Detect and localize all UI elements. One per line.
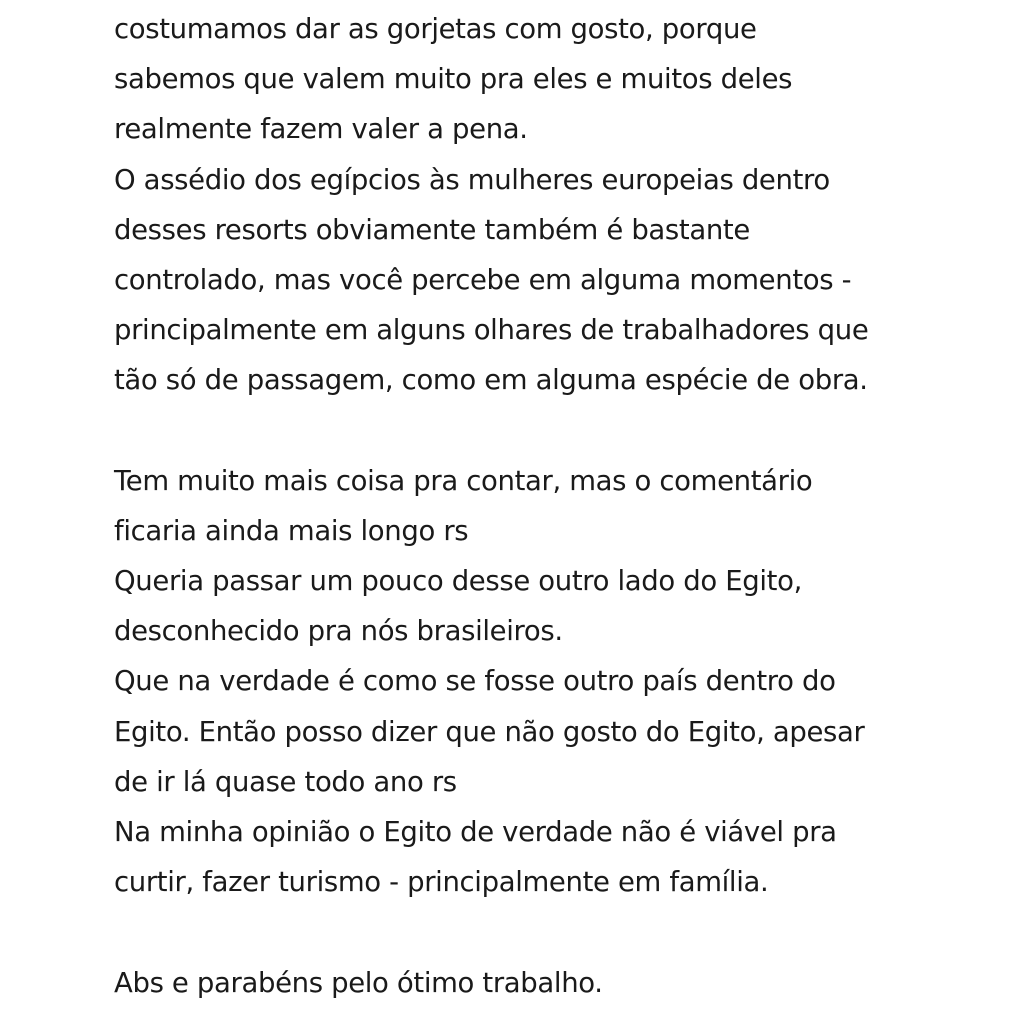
- comment-line: Egito. Então posso dizer que não gosto do Egito, apesar: [114, 715, 865, 748]
- comment-line: sabemos que valem muito pra eles e muitos deles: [114, 63, 793, 96]
- comment-line: Tem muito mais coisa pra contar, mas o comentário: [114, 464, 813, 497]
- comment-line: controlado, mas você percebe em alguma momentos -: [114, 263, 852, 296]
- comment-line: curtir, fazer turismo - principalmente em família.: [114, 866, 769, 899]
- comment-body: [114, 4, 1014, 1008]
- paragraph-break: [114, 907, 1014, 957]
- comment-line: desconhecido pra nós brasileiros.: [114, 615, 563, 648]
- comment-line: Queria passar um pouco desse outro lado do Egito,: [114, 565, 802, 598]
- comment-line: Abs e parabéns pelo ótimo trabalho.: [114, 966, 603, 999]
- comment-line: Na minha opinião o Egito de verdade não é viável pra: [114, 816, 837, 848]
- paragraph-break: [114, 406, 1014, 456]
- comment-line: O assédio dos egípcios às mulheres europeias dentro: [114, 163, 830, 196]
- comment-line: realmente fazem valer a pena.: [114, 113, 528, 146]
- comment-line: principalmente em alguns olhares de trabalhadores que: [114, 314, 869, 347]
- comment-line: tão só de passagem, como em alguma espécie de obra.: [114, 364, 868, 397]
- comment-line: desses resorts obviamente também é bastante: [114, 213, 750, 246]
- comment-line: ficaria ainda mais longo rs: [114, 514, 469, 547]
- comment-line: Que na verdade é como se fosse outro país dentro do: [114, 665, 836, 698]
- comment-line: de ir lá quase todo ano rs: [114, 765, 457, 798]
- comment-line: costumamos dar as gorjetas com gosto, porque: [114, 13, 757, 45]
